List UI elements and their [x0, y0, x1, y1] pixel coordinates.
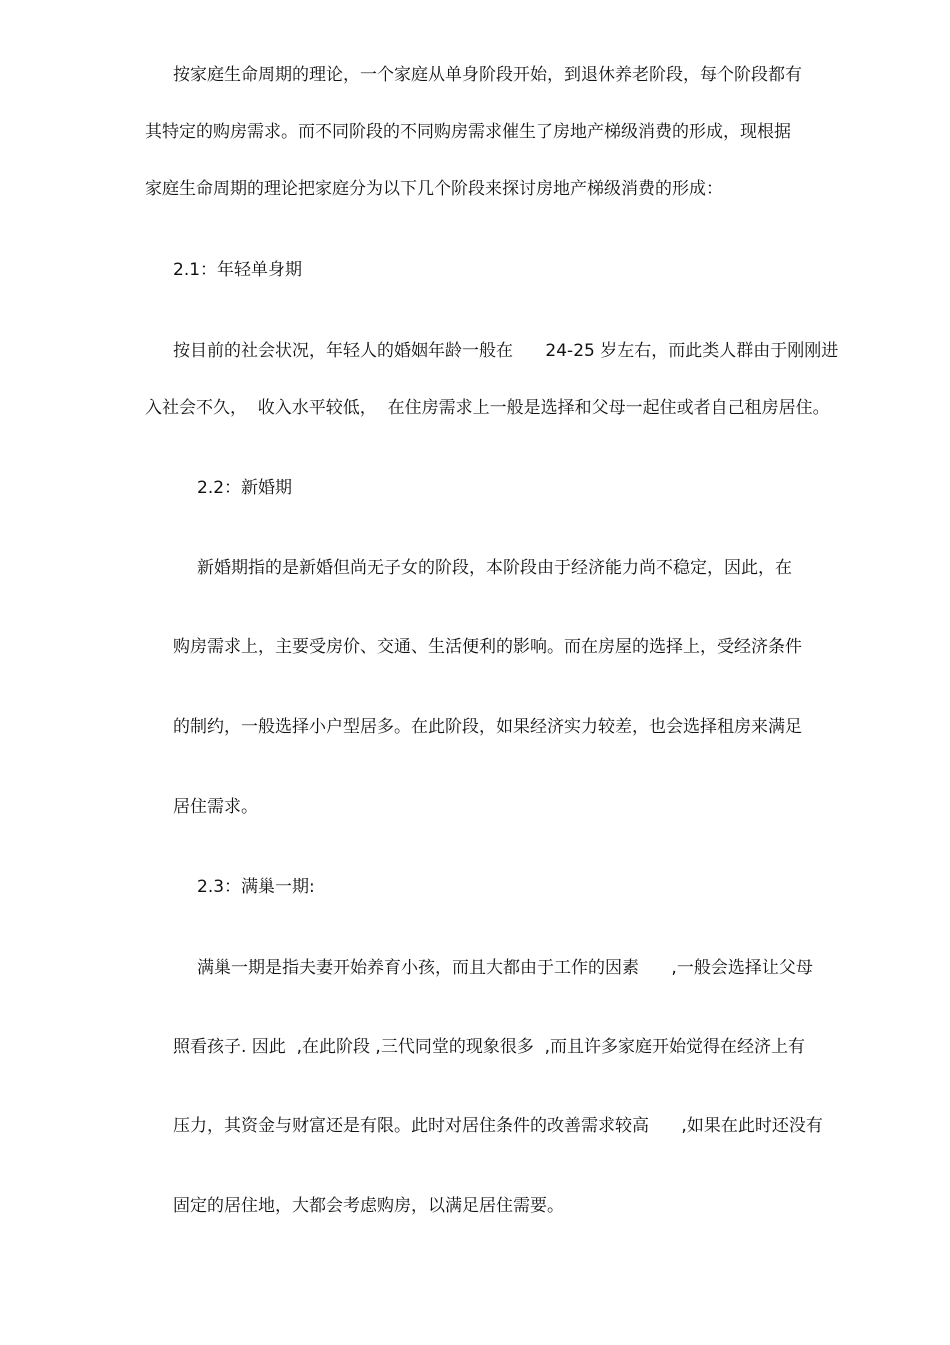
section-2-1-line-1: 按目前的社会状况，年轻人的婚姻年龄一般在 24-25 岁左右，而此类人群由于刚刚进: [173, 341, 839, 361]
section-2-2-line-4: 居住需求。: [173, 797, 258, 817]
section-2-1-line-2: 入社会不久， 收入水平较低， 在住房需求上一般是选择和父母一起住或者自己租房居住。: [145, 398, 830, 418]
section-2-3-line-4: 固定的居住地，大都会考虑购房，以满足居住需要。: [173, 1196, 564, 1216]
intro-line-1: 按家庭生命周期的理论，一个家庭从单身阶段开始，到退休养老阶段，每个阶段都有: [173, 65, 802, 85]
section-2-3-line-1: 满巢一期是指夫妻开始养育小孩，而且大都由于工作的因素 ,一般会选择让父母: [197, 958, 813, 978]
intro-line-3: 家庭生命周期的理论把家庭分为以下几个阶段来探讨房地产梯级消费的形成：: [145, 179, 723, 199]
section-heading-2-3: 2.3：满巢一期:: [197, 877, 315, 897]
section-2-2-line-2: 购房需求上，主要受房价、交通、生活便利的影响。而在房屋的选择上，受经济条件: [173, 637, 802, 657]
section-2-2-line-1: 新婚期指的是新婚但尚无子女的阶段，本阶段由于经济能力尚不稳定，因此，在: [197, 558, 792, 578]
section-2-3-line-2: 照看孩子. 因此 ,在此阶段 ,三代同堂的现象很多 ,而且许多家庭开始觉得在经济上有: [173, 1037, 806, 1057]
section-2-3-line-3: 压力，其资金与财富还是有限。此时对居住条件的改善需求较高 ,如果在此时还没有: [173, 1116, 823, 1136]
intro-line-2: 其特定的购房需求。而不同阶段的不同购房需求催生了房地产梯级消费的形成，现根据: [145, 122, 791, 142]
section-heading-2-2: 2.2：新婚期: [197, 478, 293, 498]
section-heading-2-1: 2.1：年轻单身期: [173, 260, 303, 280]
section-2-2-line-3: 的制约，一般选择小户型居多。在此阶段，如果经济实力较差，也会选择租房来满足: [173, 717, 802, 737]
